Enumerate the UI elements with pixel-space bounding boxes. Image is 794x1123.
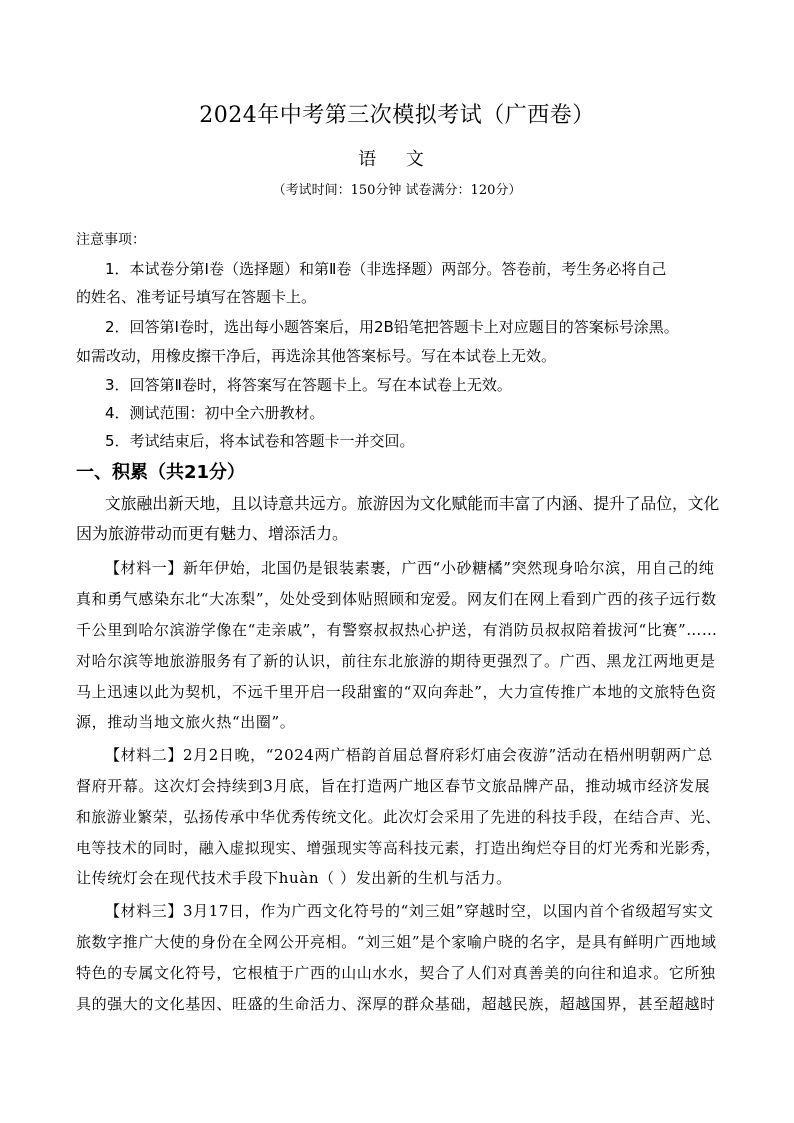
- material-one-line: 千公里到哈尔滨游学像在“走亲戚”，有警察叔叔热心护送，有消防员叔叔陪着拔河“比赛”……: [76, 621, 718, 639]
- material-two-line: 督府开幕。这次灯会持续到3月底，旨在打造两广地区春节文旅品牌产品，推动城市经济发展: [76, 777, 711, 795]
- material-two-line: 【材料二】2月2日晚，“2024两广梧韵首届总督府彩灯庙会夜游”活动在梧州明朝两广总: [105, 746, 713, 764]
- material-three-line: 具的强大的文化基因、旺盛的生命活力、深厚的群众基础，超越民族，超越国界，甚至超越时: [76, 995, 716, 1013]
- intro-line: 因为旅游带动而更有魅力、增添活力。: [76, 524, 349, 543]
- material-one-line: 真和勇气感染东北“大冻梨”，处处受到体贴照顾和宠爱。网友们在网上看到广西的孩子远行数: [76, 590, 717, 608]
- material-one-line: 【材料一】新年伊始，北国仍是银装素裹，广西“小砂糖橘”突然现身哈尔滨，用自己的纯: [105, 559, 715, 577]
- material-one-line: 源，推动当地文旅火热“出圈”。: [76, 713, 296, 731]
- notice-line: 1．本试卷分第Ⅰ卷（选择题）和第Ⅱ卷（非选择题）两部分。答卷前，考生务必将自己: [105, 260, 667, 278]
- material-two-line: 电等技术的同时，融入虚拟现实、增强现实等高科技元素，打造出绚烂夺目的灯光秀和光影秀，: [76, 840, 721, 857]
- notice-line: 2．回答第Ⅰ卷时，选出每小题答案后，用2B铅笔把答题卡上对应题目的答案标号涂黑。: [105, 318, 679, 336]
- section-heading: 一、积累（共21分）: [76, 462, 246, 483]
- material-three-line: 特色的专属文化符号，它根植于广西的山山水水，契合了人们对真善美的向往和追求。它所独: [76, 964, 716, 982]
- page-title: 2024年中考第三次模拟考试（广西卷）: [199, 103, 595, 128]
- material-one-line: 马上迅速以此为契机，不远千里开启一段甜蜜的“双向奔赴”，大力宣传推广本地的文旅特色资: [76, 683, 717, 701]
- notice-line: 如需改动，用橡皮擦干净后，再选涂其他答案标号。写在本试卷上无效。: [76, 347, 557, 365]
- material-two-line: 和旅游业繁荣，弘扬传承中华优秀传统文化。此次灯会采用了先进的科技手段，在结合声、光、: [76, 809, 721, 826]
- notice-line: 3．回答第Ⅱ卷时，将答案写在答题卡上。写在本试卷上无效。: [105, 376, 512, 394]
- notice-heading: 注意事项：: [76, 232, 146, 248]
- intro-line: 文旅融出新天地，且以诗意共远方。旅游因为文化赋能而丰富了内涵、提升了品位，文化: [105, 494, 720, 513]
- exam-time-info: （考试时间：150分钟 试卷满分：120分）: [272, 183, 522, 198]
- material-one-line: 对哈尔滨等地旅游服务有了新的认识，前往东北旅游的期待更强烈了。广西、黑龙江两地更是: [76, 652, 716, 670]
- notice-line: 5．考试结束后，将本试卷和答题卡一并交回。: [105, 432, 415, 450]
- material-three-line: 旅数字推广大使的身份在全网公开亮相。“刘三姐”是个家喻户晓的名字，是具有鲜明广西地域: [76, 933, 717, 951]
- material-three-line: 【材料三】3月17日，作为广西文化符号的“刘三姐”穿越时空，以国内首个省级超写实文: [105, 902, 714, 920]
- notice-line: 4．测试范围：初中全六册教材。: [105, 404, 325, 422]
- material-two-line: 让传统灯会在现代技术手段下huàn（ ）发出新的生机与活力。: [76, 869, 512, 887]
- subject-title: 语 文: [358, 149, 436, 170]
- notice-line: 的姓名、准考证号填写在答题卡上。: [76, 288, 317, 306]
